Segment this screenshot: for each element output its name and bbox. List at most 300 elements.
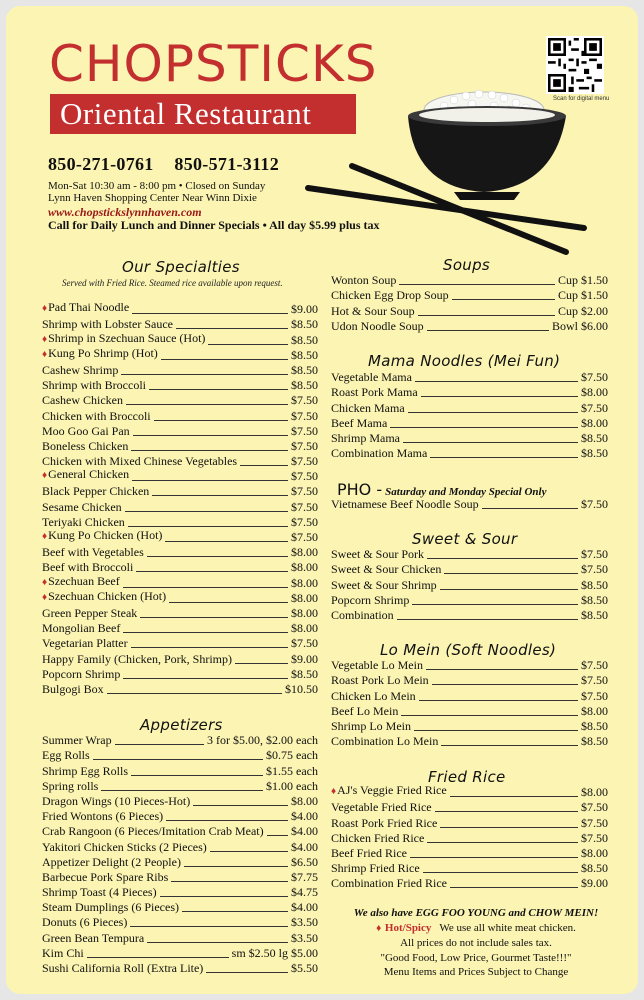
restaurant-subtitle: Oriental Restaurant [50, 94, 356, 134]
menu-item-label: General Chicken [48, 467, 130, 482]
leader-line [123, 632, 288, 633]
leader-line [166, 820, 288, 821]
menu-item-label: Steam Dumplings (6 Pieces) [42, 900, 179, 915]
menu-item-price: $7.50 [581, 658, 608, 673]
menu-item-price: $8.00 [581, 845, 608, 860]
menu-item-label: Combination Mama [331, 446, 428, 461]
menu-item [42, 331, 318, 346]
leader-line [131, 647, 288, 648]
menu-item-label: Bulgogi Box [42, 681, 104, 696]
spicy-diamond-icon: ♦ [331, 786, 337, 798]
menu-item-price: $7.50 [581, 815, 608, 830]
menu-item [42, 838, 318, 853]
menu-item-label: Beef Lo Mein [331, 703, 399, 718]
menu-item-name [331, 704, 398, 718]
menu-item-name [331, 578, 437, 592]
footer-notes [336, 906, 616, 980]
menu-item-label: Vegetable Lo Mein [331, 658, 423, 673]
menu-item-price: $8.00 [291, 575, 318, 590]
leader-line [414, 730, 578, 731]
menu-item-price: $9.00 [291, 302, 318, 317]
menu-item [42, 929, 318, 944]
leader-line [418, 315, 555, 316]
menu-item [331, 561, 608, 576]
menu-item-name [331, 319, 424, 333]
specialties-note: Served with Fried Rice. Steamed rice available upon request. [62, 278, 283, 288]
menu-item-name [42, 794, 190, 808]
menu-item [42, 945, 318, 960]
menu-item-label: Chicken Lo Mein [331, 688, 416, 703]
menu-item [42, 732, 318, 747]
menu-item-price: $7.50 [291, 636, 318, 651]
menu-item [331, 272, 608, 287]
menu-item-label: Kim Chi [42, 945, 84, 960]
menu-item [331, 799, 608, 814]
menu-item-price: 3 for $5.00, $2.00 each [207, 733, 318, 748]
menu-item-label: Barbecue Pork Spare Ribs [42, 869, 169, 884]
fried-rice-title: Fried Rice [428, 768, 506, 786]
menu-item-price: $7.50 [581, 497, 608, 512]
menu-item-label: Hot & Sour Soup [331, 303, 415, 318]
menu-item [331, 657, 608, 672]
menu-item-label: Roast Pork Mama [331, 385, 418, 400]
menu-item-price: $7.50 [291, 469, 318, 484]
menu-item [331, 718, 608, 733]
leader-line [440, 827, 578, 828]
menu-item-name [42, 682, 104, 696]
menu-item-name [42, 779, 98, 793]
menu-item-label: Cashew Shrimp [42, 362, 119, 377]
menu-item [331, 445, 608, 460]
leader-line [161, 359, 288, 360]
menu-item-price: $8.50 [581, 577, 608, 592]
pho-title: PHO - [337, 480, 383, 499]
menu-item [331, 875, 608, 890]
menu-item-price: $8.50 [581, 592, 608, 607]
menu-card [6, 6, 638, 994]
menu-item-price: $7.50 [581, 688, 608, 703]
menu-item [42, 347, 318, 362]
leader-line [132, 480, 288, 481]
menu-item-name [42, 574, 120, 590]
menu-item [42, 362, 318, 377]
daily-specials-line: Call for Daily Lunch and Dinner Specials • All day $5.99 plus tax [48, 218, 380, 232]
menu-item-price: $8.50 [291, 378, 318, 393]
menu-item-price: $8.50 [581, 718, 608, 733]
menu-item [331, 733, 608, 748]
leader-line [415, 381, 578, 382]
menu-item-price: $7.50 [581, 370, 608, 385]
leader-line [154, 420, 288, 421]
menu-item [42, 377, 318, 392]
menu-item-label: Moo Goo Gai Pan [42, 423, 130, 438]
fried-rice-list [331, 784, 608, 890]
menu-item-name [331, 385, 418, 399]
spicy-diamond-icon: ♦ [42, 303, 48, 315]
menu-item-price: $8.00 [291, 590, 318, 605]
menu-item-label: Shrimp Toast (4 Pieces) [42, 885, 157, 900]
menu-item-label: Teriyaki Chicken [42, 514, 125, 529]
spicy-diamond-icon: ♦ [42, 576, 48, 588]
menu-item-price: $4.00 [291, 824, 318, 839]
menu-item-name [42, 393, 123, 407]
menu-item [331, 576, 608, 591]
menu-item [331, 860, 608, 875]
menu-item [42, 823, 318, 838]
menu-item-name [331, 719, 411, 733]
menu-item-label: Yakitori Chicken Sticks (2 Pieces) [42, 839, 207, 854]
phone-number-1[interactable]: 850-271-0761 [48, 154, 154, 174]
menu-item-label: Chicken with Broccoli [42, 408, 151, 423]
menu-item-name [42, 424, 130, 438]
menu-item [42, 914, 318, 929]
menu-item-name [42, 621, 120, 635]
menu-item-price: $8.50 [581, 861, 608, 876]
menu-item [42, 960, 318, 975]
menu-item-name [42, 560, 133, 574]
leader-line [93, 759, 263, 760]
appetizers-title: Appetizers [140, 716, 223, 734]
pho-subtitle: Saturday and Monday Special Only [385, 486, 547, 498]
menu-item-name [331, 861, 420, 875]
menu-item [331, 318, 608, 333]
menu-item-price: Cup $1.50 [557, 288, 608, 303]
leader-line [131, 775, 263, 776]
rice-bowl-icon [304, 88, 604, 258]
menu-item [331, 546, 608, 561]
menu-item-name [331, 370, 412, 384]
menu-item-name [42, 363, 118, 377]
menu-item-name [331, 734, 438, 748]
menu-item [42, 423, 318, 438]
spicy-diamond-icon: ♦ [42, 531, 48, 542]
menu-item [331, 845, 608, 860]
menu-item-price: $4.00 [291, 809, 318, 824]
menu-item-name [42, 331, 205, 347]
menu-item-label: Happy Family (Chicken, Pork, Shrimp) [42, 651, 232, 666]
menu-item-price: $4.00 [291, 900, 318, 915]
leader-line [419, 700, 578, 701]
menu-item-label: Sweet & Sour Chicken [331, 562, 442, 577]
menu-item-name [42, 454, 237, 468]
menu-item-name [331, 497, 479, 511]
leader-line [427, 330, 549, 331]
menu-item [331, 687, 608, 702]
menu-item [42, 316, 318, 331]
menu-item-name [331, 593, 409, 607]
menu-item-price: $8.00 [581, 415, 608, 430]
menu-item-price: $1.00 each [266, 778, 318, 793]
menu-item [42, 762, 318, 777]
menu-item [331, 496, 608, 511]
menu-item [42, 468, 318, 483]
menu-item-label: Fried Wontons (6 Pieces) [42, 809, 164, 824]
menu-item [42, 793, 318, 808]
soups-title: Soups [443, 256, 491, 274]
menu-item-label: Roast Pork Fried Rice [331, 815, 438, 830]
menu-item-name [331, 446, 427, 460]
menu-item-price: $8.00 [581, 785, 608, 800]
menu-item-label: Popcorn Shrimp [331, 592, 410, 607]
menu-item-price: $8.50 [581, 430, 608, 445]
menu-item-name [331, 831, 424, 845]
menu-item-price: $1.55 each [266, 763, 318, 778]
menu-item-name [331, 846, 407, 860]
hot-spicy-label: Hot/Spicy [384, 921, 432, 934]
leader-line [408, 412, 578, 413]
menu-item-name [42, 652, 232, 666]
menu-item [42, 899, 318, 914]
leader-line [421, 396, 578, 397]
leader-line [427, 842, 578, 843]
menu-item [331, 784, 608, 799]
menu-item-price: $7.50 [581, 673, 608, 688]
leader-line [410, 857, 578, 858]
menu-item [331, 607, 608, 622]
menu-item-name [42, 528, 162, 544]
leader-line [240, 465, 288, 466]
menu-item-label: Combination [331, 607, 394, 622]
leader-line [441, 745, 578, 746]
leader-line [184, 866, 288, 867]
menu-item-label: Vegetable Mama [331, 370, 412, 385]
menu-item-price: $7.50 [291, 530, 318, 544]
menu-item-price: $8.00 [581, 385, 608, 400]
menu-item-price: $8.50 [291, 332, 318, 347]
menu-item-label: Vegetarian Platter [42, 636, 128, 651]
mama-noodles-title: Mama Noodles (Mei Fun) [368, 352, 561, 370]
leader-line [399, 284, 555, 285]
menu-item-name [42, 840, 207, 854]
menu-item [331, 672, 608, 687]
menu-item-label: Appetizer Delight (2 People) [42, 854, 181, 869]
menu-item-label: Wonton Soup [331, 273, 397, 288]
menu-item-price: $3.50 [291, 915, 318, 930]
menu-item-price: $7.50 [291, 499, 318, 514]
menu-item [42, 544, 318, 559]
menu-item-price: Cup $2.00 [557, 303, 608, 318]
menu-item-label: Sweet & Sour Shrimp [331, 577, 437, 592]
spicy-diamond-icon: ♦ [42, 333, 48, 345]
menu-item [42, 574, 318, 589]
menu-item [42, 438, 318, 453]
menu-item-label: Vegetable Fried Rice [331, 800, 432, 815]
appetizers-list [42, 732, 318, 975]
leader-line [452, 299, 555, 300]
tax-note: All prices do not include sales tax. [400, 937, 552, 949]
menu-item [42, 498, 318, 513]
menu-item [42, 392, 318, 407]
spicy-diamond-icon: ♦ [42, 470, 48, 482]
leader-line [101, 790, 263, 791]
menu-item [331, 384, 608, 399]
leader-line [121, 374, 288, 375]
menu-item-price: $8.50 [581, 734, 608, 749]
leader-line [136, 571, 288, 572]
menu-item-label: Summer Wrap [42, 733, 112, 748]
menu-item-price: $7.75 [291, 869, 318, 884]
menu-item-name [42, 809, 163, 823]
menu-item [42, 666, 318, 681]
leader-line [149, 389, 288, 390]
phone-number-2[interactable]: 850-571-3112 [174, 154, 280, 174]
menu-item-price: $7.50 [291, 454, 318, 469]
also-have-note: We also have EGG FOO YOUNG and CHOW MEIN! [353, 907, 599, 919]
menu-item-price: $7.50 [581, 547, 608, 562]
menu-item-name [42, 346, 158, 362]
menu-item-name [42, 900, 179, 914]
menu-item [42, 301, 318, 316]
mama-noodles-list [331, 369, 608, 460]
menu-item-price: Bowl $6.00 [551, 318, 608, 333]
menu-item-label: Mongolian Beef [42, 621, 121, 636]
leader-line [430, 457, 578, 458]
menu-item-label: Egg Rolls [42, 748, 90, 763]
menu-item [331, 302, 608, 317]
menu-item-label: Shrimp Lo Mein [331, 718, 411, 733]
menu-item-price: $7.50 [291, 408, 318, 423]
menu-item-name [331, 783, 447, 799]
leader-line [147, 556, 288, 557]
menu-item-label: Beef with Vegetables [42, 545, 144, 560]
menu-item-name [42, 484, 149, 498]
menu-item-name [42, 467, 129, 483]
leader-line [123, 587, 288, 588]
menu-item [42, 620, 318, 635]
menu-item [331, 703, 608, 718]
menu-item-label: Sweet & Sour Pork [331, 547, 424, 562]
menu-item-label: Sesame Chicken [42, 499, 122, 514]
menu-item [331, 415, 608, 430]
hot-spicy-legend [376, 921, 431, 937]
menu-item-name [42, 409, 151, 423]
spicy-diamond-icon: ♦ [42, 591, 48, 603]
menu-item-name [42, 545, 144, 559]
leader-line [130, 926, 288, 927]
leader-line [107, 693, 282, 694]
leader-line [182, 911, 288, 912]
menu-item-name [42, 961, 203, 975]
menu-item-label: Udon Noodle Soup [331, 318, 424, 333]
menu-item-name [331, 401, 405, 415]
leader-line [123, 678, 288, 679]
menu-item-label: Chicken Mama [331, 400, 405, 415]
leader-line [131, 450, 288, 451]
menu-item [42, 514, 318, 529]
menu-item-label: Combination Fried Rice [331, 876, 447, 891]
menu-item-name [42, 667, 120, 681]
subject-to-change-note: Menu Items and Prices Subject to Change [383, 966, 569, 978]
menu-item [42, 453, 318, 468]
leader-line [132, 313, 288, 314]
leader-line [435, 811, 578, 812]
menu-item-name [331, 547, 424, 561]
menu-item-price: $3.50 [291, 930, 318, 945]
leader-line [401, 715, 578, 716]
menu-item [42, 778, 318, 793]
menu-item-name [42, 378, 146, 392]
leader-line [432, 684, 578, 685]
menu-item-price: $7.50 [291, 484, 318, 499]
menu-item-label: Chicken Fried Rice [331, 830, 425, 845]
sweet-sour-list [331, 546, 608, 622]
menu-item-name [331, 800, 432, 814]
menu-item-name [42, 500, 122, 514]
leader-line [450, 796, 578, 797]
menu-item-label: Shrimp with Broccoli [42, 378, 146, 393]
leader-line [128, 526, 288, 527]
diamond-icon: ♦ [376, 922, 382, 934]
menu-item [42, 559, 318, 574]
menu-item-name [42, 606, 137, 620]
menu-item-label: Shrimp Egg Rolls [42, 763, 129, 778]
leader-line [87, 957, 229, 958]
menu-item-label: Pad Thai Noodle [48, 300, 130, 315]
menu-item [42, 854, 318, 869]
sweet-sour-title: Sweet & Sour [412, 530, 518, 548]
leader-line [160, 896, 288, 897]
menu-item [331, 287, 608, 302]
menu-item [42, 529, 318, 544]
menu-item-name [42, 300, 129, 316]
menu-item [42, 407, 318, 422]
menu-item-label: Vietnamese Beef Noodle Soup [331, 497, 479, 512]
menu-item-name [42, 733, 112, 747]
menu-item [42, 884, 318, 899]
menu-item-label: Shrimp Mama [331, 430, 400, 445]
restaurant-title: CHOPSTICKS [49, 35, 378, 93]
menu-item-label: Boneless Chicken [42, 438, 129, 453]
menu-item-price: $10.50 [285, 681, 318, 696]
menu-item-name [42, 946, 84, 960]
menu-item-name [331, 416, 387, 430]
menu-item-price: $7.50 [581, 800, 608, 815]
menu-item-name [42, 317, 173, 331]
menu-item [331, 399, 608, 414]
menu-item-price: $7.50 [291, 423, 318, 438]
leader-line [171, 881, 288, 882]
menu-item-label: Shrimp Fried Rice [331, 861, 420, 876]
lo-mein-title: Lo Mein (Soft Noodles) [380, 641, 557, 659]
menu-item-price: sm $2.50 lg $5.00 [231, 945, 318, 960]
menu-item-price: $4.00 [291, 839, 318, 854]
menu-item-price: $8.50 [291, 347, 318, 362]
menu-item-price: $7.50 [581, 562, 608, 577]
qr-code-icon[interactable] [546, 36, 604, 94]
menu-item [42, 650, 318, 665]
menu-item-label: Sushi California Roll (Extra Lite) [42, 961, 204, 975]
website-link[interactable]: www.chopstickslynnhaven.com [48, 205, 202, 219]
menu-item-price: $8.50 [581, 446, 608, 461]
menu-item-price: $8.00 [581, 703, 608, 718]
leader-line [450, 887, 578, 888]
menu-item [42, 747, 318, 762]
menu-item-label: Popcorn Shrimp [42, 666, 121, 681]
menu-item-label: Beef Fried Rice [331, 845, 407, 860]
leader-line [125, 511, 288, 512]
location: Lynn Haven Shopping Center Near Winn Dixie [48, 192, 257, 204]
menu-item-name [331, 273, 396, 287]
soups-list [331, 272, 608, 333]
menu-item-label: Beef with Broccoli [42, 560, 134, 575]
leader-line [440, 589, 578, 590]
menu-item-name [42, 764, 128, 778]
menu-item-label: Szechuan Beef [48, 573, 120, 588]
spicy-diamond-icon: ♦ [42, 348, 48, 360]
menu-item-name [331, 658, 423, 672]
menu-item-price: $0.75 each [266, 748, 318, 763]
menu-item-name [42, 885, 157, 899]
